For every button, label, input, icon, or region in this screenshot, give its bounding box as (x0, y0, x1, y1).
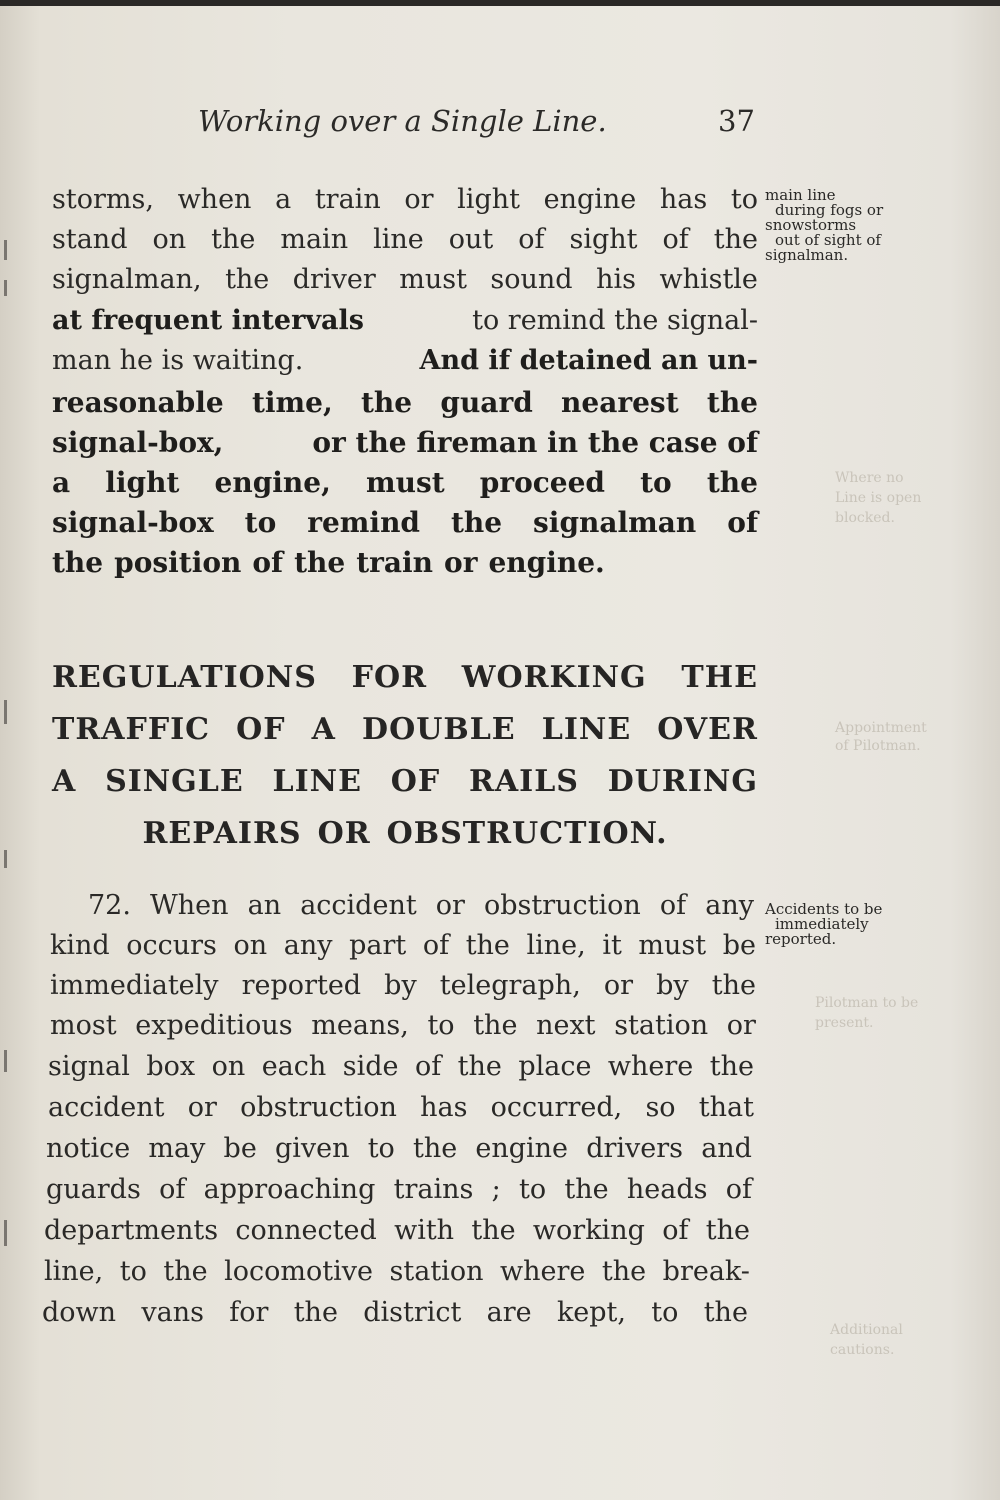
text-line: man he is waiting. And if detained an un- (52, 345, 758, 376)
page-number: 37 (718, 104, 755, 138)
running-head: Working over a Single Line. (198, 104, 607, 138)
text-line: accident or obstruction has occurred, so that (48, 1092, 754, 1123)
text-line: signal-box, or the fireman in the case of (52, 426, 758, 459)
margin-note: main line during fogs or snowstorms out of sight of signalman. (765, 186, 884, 264)
bleed-through: Pilotman to be (815, 995, 919, 1011)
text-line: notice may be given to the engine drivers and (46, 1133, 752, 1164)
page-top-edge (0, 0, 1000, 6)
spine-mark (4, 280, 7, 296)
section-heading-line: REGULATIONS FOR WORKING THE (52, 660, 758, 695)
text-line: immediately reported by telegraph, or by the (50, 970, 756, 1001)
spine-mark (4, 850, 7, 868)
spine-mark (4, 700, 7, 724)
text-line: the position of the train or engine. (52, 546, 605, 579)
text-line: at frequent intervals to remind the signal- (52, 305, 758, 336)
bleed-through: of Pilotman. (835, 738, 921, 754)
bleed-through: cautions. (830, 1342, 895, 1358)
text-line: signalman, the driver must sound his whistle (52, 264, 758, 295)
bleed-through: present. (815, 1015, 874, 1031)
text-line: reasonable time, the guard nearest the (52, 386, 758, 419)
spine-mark (4, 1220, 7, 1246)
section-heading-line: REPAIRS OR OBSTRUCTION. (142, 816, 668, 851)
bleed-through: Additional (830, 1322, 903, 1338)
spine-mark (4, 240, 7, 260)
bleed-through: Appointment (835, 720, 927, 736)
text-line: signal-box to remind the signalman of (52, 506, 758, 539)
text-line: departments connected with the working of the (44, 1215, 750, 1246)
text-line: kind occurs on any part of the line, it must be (50, 930, 756, 961)
bleed-through: Where no (835, 470, 904, 486)
text-line: storms, when a train or light engine has to (52, 184, 758, 215)
text-line: guards of approaching trains ; to the heads of (46, 1174, 752, 1205)
text-line: line, to the locomotive station where the break- (44, 1256, 750, 1287)
text-line: 72. When an accident or obstruction of any (88, 890, 754, 921)
spine-mark (4, 1050, 7, 1072)
text-line: signal box on each side of the place where the (48, 1051, 754, 1082)
text-line: stand on the main line out of sight of the (52, 224, 758, 255)
text-line: down vans for the district are kept, to the (42, 1297, 748, 1328)
margin-note: Accidents to be immediately reported. (765, 900, 883, 948)
text-line: a light engine, must proceed to the (52, 466, 758, 499)
section-heading-line: TRAFFIC OF A DOUBLE LINE OVER (52, 712, 758, 747)
section-heading-line: A SINGLE LINE OF RAILS DURING (52, 764, 758, 799)
bleed-through: Line is open (835, 490, 922, 506)
text-line: most expeditious means, to the next station or (50, 1010, 756, 1041)
bleed-through: blocked. (835, 510, 895, 526)
